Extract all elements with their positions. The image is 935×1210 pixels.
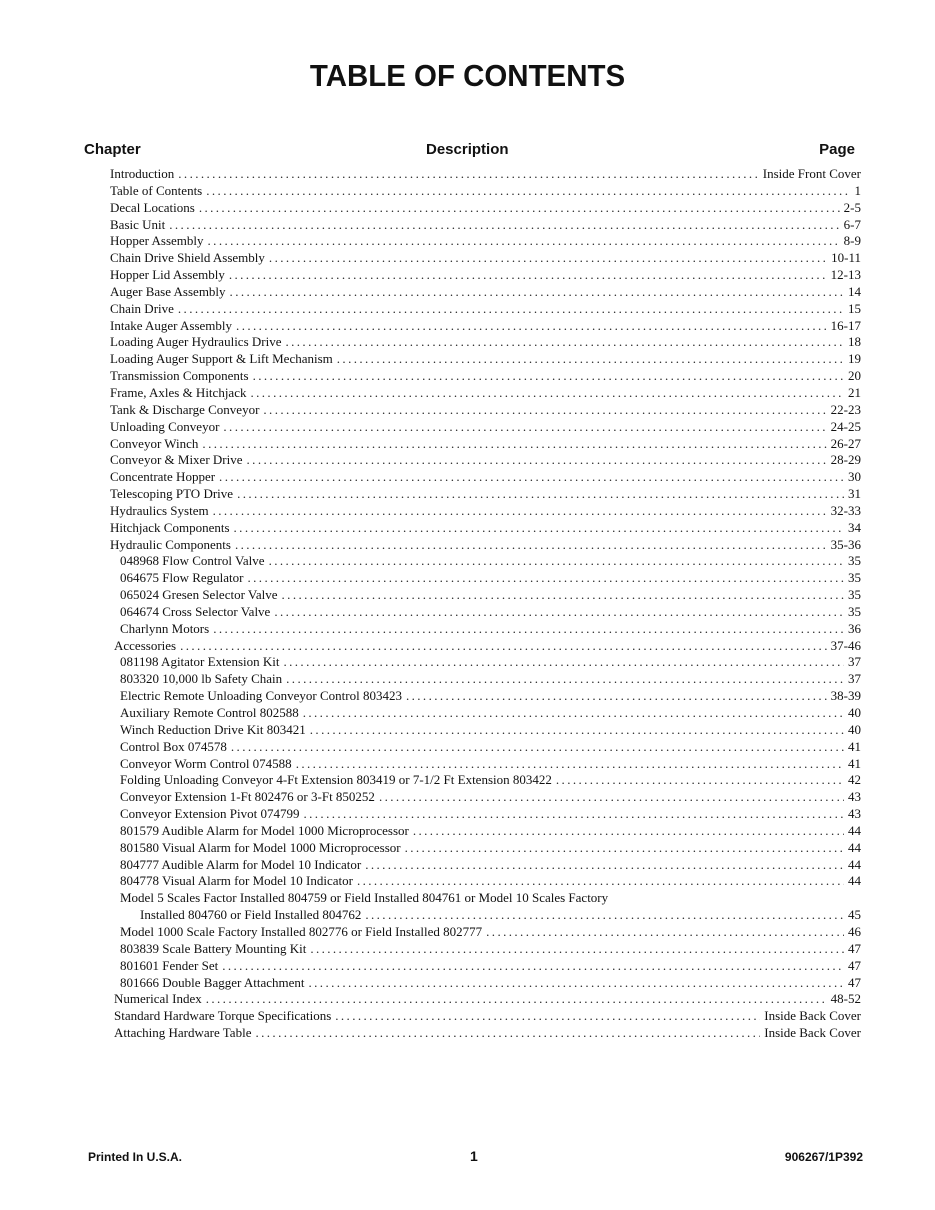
toc-entry-page: 12-13: [830, 267, 861, 283]
toc-entry-page: 37-46: [830, 637, 861, 653]
toc-entry: [110, 991, 861, 1008]
toc-entry-title: Accessories: [114, 637, 177, 653]
toc-entry-title: Numerical Index: [114, 991, 202, 1007]
footer-page-number: 1: [470, 1148, 478, 1164]
toc-entry-title: 803320 10,000 lb Safety Chain: [120, 671, 283, 687]
toc-entry: [110, 183, 861, 200]
leader-dots: [406, 688, 827, 705]
toc-entry-page: 35-36: [830, 536, 861, 552]
leader-dots: [486, 924, 844, 941]
toc-entry-title: 801579 Audible Alarm for Model 1000 Microprocessor: [120, 822, 409, 838]
toc-entry-title: Intake Auger Assembly: [110, 317, 233, 333]
toc-entry: [110, 941, 861, 958]
leader-dots: [303, 806, 844, 823]
leader-dots: [296, 756, 844, 773]
toc-entry-title: 801666 Double Bagger Attachment: [120, 974, 305, 990]
toc-entry-title: Charlynn Motors: [120, 620, 210, 636]
toc-entry-title: Conveyor Winch: [110, 435, 199, 451]
toc-entry-title: Table of Contents: [110, 182, 203, 198]
toc-entry-page: 8-9: [843, 233, 861, 249]
leader-dots: [235, 537, 827, 554]
toc-entry-title: Unloading Conveyor: [110, 418, 220, 434]
toc-entry: [110, 772, 861, 789]
toc-entry-page: 41: [848, 738, 861, 754]
leader-dots: [219, 469, 844, 486]
leader-dots: [230, 284, 844, 301]
toc-entry-title: Hydraulics System: [110, 502, 209, 518]
toc-entry: [110, 638, 861, 655]
leader-dots: [202, 436, 826, 453]
toc-entry-title: Transmission Components: [110, 368, 249, 384]
toc-entry: [110, 654, 861, 671]
toc-entry-page: 22-23: [830, 401, 861, 417]
toc-entry-title: Chain Drive Shield Assembly: [110, 250, 265, 266]
toc-entry-title: Tank & Discharge Conveyor: [110, 401, 260, 417]
toc-entry-title: Standard Hardware Torque Specifications: [114, 1008, 332, 1024]
leader-dots: [335, 1008, 760, 1025]
leader-dots: [365, 907, 844, 924]
leader-dots: [337, 351, 844, 368]
leader-dots: [222, 958, 844, 975]
toc-entry-page: Inside Back Cover: [764, 1008, 861, 1024]
toc-entry: [110, 924, 861, 941]
leader-dots: [303, 705, 844, 722]
toc-entry-page: 2-5: [843, 199, 861, 215]
leader-dots: [180, 638, 827, 655]
toc-entry: [110, 958, 861, 975]
toc-entry: [110, 604, 861, 621]
leader-dots: [178, 301, 844, 318]
toc-entry-page: 48-52: [830, 991, 861, 1007]
leader-dots: [223, 419, 826, 436]
toc-entry: [110, 890, 861, 907]
toc-entry-title: Decal Locations: [110, 199, 195, 215]
leader-dots: [274, 604, 844, 621]
toc-entry-page: 21: [848, 384, 861, 400]
toc-entry-title: Auxiliary Remote Control 802588: [120, 705, 299, 720]
toc-entry-page: 44: [848, 839, 861, 855]
leader-dots: [206, 991, 827, 1008]
toc-entry: [110, 284, 861, 301]
toc-entry-page: 19: [848, 351, 861, 367]
toc-entry-page: 37: [848, 654, 861, 670]
page-header: Page: [819, 141, 855, 158]
toc-entry: [110, 250, 861, 267]
toc-entry: [110, 857, 861, 874]
leader-dots: [310, 941, 844, 958]
leader-dots: [286, 671, 844, 688]
leader-dots: [255, 1025, 760, 1042]
toc-entry-title: Concentrate Hopper: [110, 469, 216, 485]
leader-dots: [269, 250, 827, 267]
toc-entry: [110, 385, 861, 402]
toc-entry: [110, 402, 861, 419]
leader-dots: [253, 368, 844, 385]
toc-entry: [110, 486, 861, 503]
leader-dots: [248, 570, 845, 587]
toc-entry-page: 35: [848, 587, 861, 603]
toc-entry-page: 44: [848, 873, 861, 889]
toc-entry-page: 18: [848, 334, 861, 350]
toc-entry-page: Inside Front Cover: [762, 166, 861, 181]
toc-entry-page: 45: [848, 907, 861, 923]
toc-entry-title: Hitchjack Components: [110, 519, 230, 535]
leader-dots: [199, 200, 840, 217]
toc-entry-page: 1: [854, 182, 861, 198]
toc-entry-page: 47: [848, 957, 861, 973]
leader-dots: [282, 587, 844, 604]
toc-entry-page: 36: [848, 620, 861, 636]
toc-entry-title: Attaching Hardware Table: [114, 1025, 252, 1041]
leader-dots: [236, 318, 827, 335]
toc-entry: [110, 452, 861, 469]
toc-entry: [110, 756, 861, 773]
toc-entry-page: 43: [848, 789, 861, 805]
toc-entry: [110, 1025, 861, 1042]
toc-entry: [110, 520, 861, 537]
toc-entry-title: Hopper Assembly: [110, 233, 204, 249]
toc-entry-title: Model 5 Scales Factor Installed 804759 or Field Installed 804761 or Model 10 Scales Factory: [120, 890, 609, 906]
toc-entry-page: 35: [848, 570, 861, 586]
toc-entry-page: 31: [848, 486, 861, 502]
leader-dots: [365, 857, 844, 874]
toc-entry: [110, 469, 861, 486]
toc-entry: [110, 688, 861, 705]
toc-entry-title: Electric Remote Unloading Conveyor Control 803423: [120, 688, 402, 704]
page-title: TABLE OF CONTENTS: [309, 58, 626, 93]
toc-entry-page: 14: [848, 283, 861, 299]
toc-entry: [110, 1008, 861, 1025]
toc-entry-title: Hopper Lid Assembly: [110, 267, 225, 283]
leader-dots: [231, 739, 844, 756]
toc-entry-title: Loading Auger Hydraulics Drive: [110, 334, 282, 350]
toc-entry: [110, 351, 861, 368]
leader-dots: [263, 402, 826, 419]
toc-entry: [110, 553, 861, 570]
toc-entry-page: 16-17: [830, 317, 861, 333]
toc-entry-page: 10-11: [831, 250, 861, 266]
toc-entry: [110, 166, 861, 183]
toc-entry-page: 26-27: [830, 435, 861, 451]
toc-entry-page: 6-7: [843, 216, 861, 232]
toc-entry-title: Conveyor Worm Control 074588: [120, 755, 292, 771]
toc-entry-title: 801601 Fender Set: [120, 957, 219, 973]
toc-entry-page: 42: [848, 772, 861, 788]
toc-entry: [110, 200, 861, 217]
toc-entry-page: 20: [848, 368, 861, 384]
toc-entry-title: Winch Reduction Drive Kit 803421: [120, 721, 306, 737]
toc-entry: [110, 503, 861, 520]
leader-dots: [213, 503, 827, 520]
toc-entry-title: Introduction: [110, 166, 175, 181]
toc-entry-title: 064674 Cross Selector Valve: [120, 603, 271, 619]
toc-entry-page: 35: [848, 603, 861, 619]
toc-entry-page: 30: [848, 469, 861, 485]
toc-entry-title: 048968 Flow Control Valve: [120, 553, 265, 569]
leader-dots: [208, 233, 840, 250]
toc-entry-page: 40: [848, 705, 861, 720]
leader-dots: [405, 840, 844, 857]
chapter-header: Chapter: [84, 141, 141, 158]
leader-dots: [379, 789, 844, 806]
leader-dots: [556, 772, 844, 789]
leader-dots: [234, 520, 844, 537]
toc-entry: [110, 436, 861, 453]
leader-dots: [309, 975, 845, 992]
toc-entry: [110, 318, 861, 335]
toc-entry-title: Conveyor Extension Pivot 074799: [120, 806, 300, 822]
toc-entry: [110, 705, 861, 722]
leader-dots: [413, 823, 844, 840]
description-header: Description: [426, 141, 509, 158]
leader-dots: [213, 621, 844, 638]
toc-entry: [110, 806, 861, 823]
toc-entry-title: Frame, Axles & Hitchjack: [110, 384, 247, 400]
toc-entry-page: Inside Back Cover: [764, 1025, 861, 1041]
toc-entry: [110, 587, 861, 604]
toc-entry-page: 47: [848, 940, 861, 956]
toc-entry-title: Conveyor & Mixer Drive: [110, 452, 243, 468]
toc-entry-page: 44: [848, 856, 861, 872]
leader-dots: [206, 183, 850, 200]
toc-entry-title: 804777 Audible Alarm for Model 10 Indicator: [120, 856, 362, 872]
toc-entry: [110, 267, 861, 284]
leader-dots: [250, 385, 844, 402]
toc-entry-title: Auger Base Assembly: [110, 283, 226, 299]
toc-entry-page: 43: [848, 806, 861, 822]
toc-entry-page: 47: [848, 974, 861, 990]
toc-entry-title: Model 1000 Scale Factory Installed 802776 or Field Installed 802777: [120, 923, 483, 939]
toc-entry: [110, 975, 861, 992]
toc-entry: [110, 789, 861, 806]
toc-entry-page: 37: [848, 671, 861, 687]
toc-entry: [110, 671, 861, 688]
toc-entry: [110, 722, 861, 739]
toc-entry-title: Folding Unloading Conveyor 4-Ft Extension 803419 or 7-1/2 Ft Extension 803422: [120, 772, 552, 788]
toc-entry: [110, 840, 861, 857]
toc-entry-title: Loading Auger Support & Lift Mechanism: [110, 351, 333, 367]
toc-entry-title: 803839 Scale Battery Mounting Kit: [120, 940, 307, 956]
toc-entry: [110, 621, 861, 638]
toc-entry-title: Basic Unit: [110, 216, 166, 232]
leader-dots: [310, 722, 844, 739]
toc-entry-title: 081198 Agitator Extension Kit: [120, 654, 280, 670]
toc-entry-page: 44: [848, 822, 861, 838]
toc-entry-page: 41: [848, 755, 861, 771]
footer-printed: Printed In U.S.A.: [88, 1150, 183, 1164]
toc-entry-page: 35: [848, 553, 861, 569]
toc-entry-title: 065024 Gresen Selector Valve: [120, 587, 278, 603]
leader-dots: [247, 452, 827, 469]
toc-entry-page: 38-39: [830, 688, 861, 704]
leader-dots: [229, 267, 827, 284]
toc-entry-page: 40: [848, 721, 861, 737]
leader-dots: [169, 217, 839, 234]
toc-entry: [110, 739, 861, 756]
toc-entry-title-cont: Installed 804760 or Field Installed 804762: [140, 907, 362, 923]
toc-entry-title: Control Box 074578: [120, 738, 227, 754]
toc-entry-page: 46: [848, 923, 861, 939]
toc-entry-title: Hydraulic Components: [110, 536, 231, 552]
leader-dots: [269, 553, 844, 570]
toc-entry-page: 24-25: [830, 418, 861, 434]
toc-entry-title: 801580 Visual Alarm for Model 1000 Microprocessor: [120, 839, 401, 855]
toc-entry: [110, 570, 861, 587]
footer-doc-code: 906267/1P392: [784, 1150, 863, 1164]
toc-entry-title: Chain Drive: [110, 300, 174, 316]
toc-entry: [110, 419, 861, 436]
toc-entry: [110, 301, 861, 318]
toc-entry-title: 804778 Visual Alarm for Model 10 Indicator: [120, 873, 353, 889]
toc-entry-continued: [110, 907, 861, 924]
toc-entry-title: Conveyor Extension 1-Ft 802476 or 3-Ft 850252: [120, 789, 375, 805]
leader-dots: [285, 334, 844, 351]
toc-entry: [110, 537, 861, 554]
toc-entry: [110, 873, 861, 890]
toc-entry: [110, 368, 861, 385]
toc-entry: [110, 823, 861, 840]
toc-entry-title: Telescoping PTO Drive: [110, 486, 234, 502]
leader-dots: [237, 486, 844, 503]
toc-entry-page: 32-33: [830, 502, 861, 518]
toc-entry: [110, 217, 861, 234]
toc-entry-title: 064675 Flow Regulator: [120, 570, 244, 586]
toc-list: [110, 166, 861, 1042]
toc-entry-page: 28-29: [830, 452, 861, 468]
leader-dots: [178, 166, 759, 183]
toc-entry: [110, 334, 861, 351]
toc-entry-page: 34: [848, 519, 861, 535]
leader-dots: [283, 654, 844, 671]
toc-entry-page: 15: [848, 300, 861, 316]
leader-dots: [357, 873, 844, 890]
toc-entry: [110, 233, 861, 250]
